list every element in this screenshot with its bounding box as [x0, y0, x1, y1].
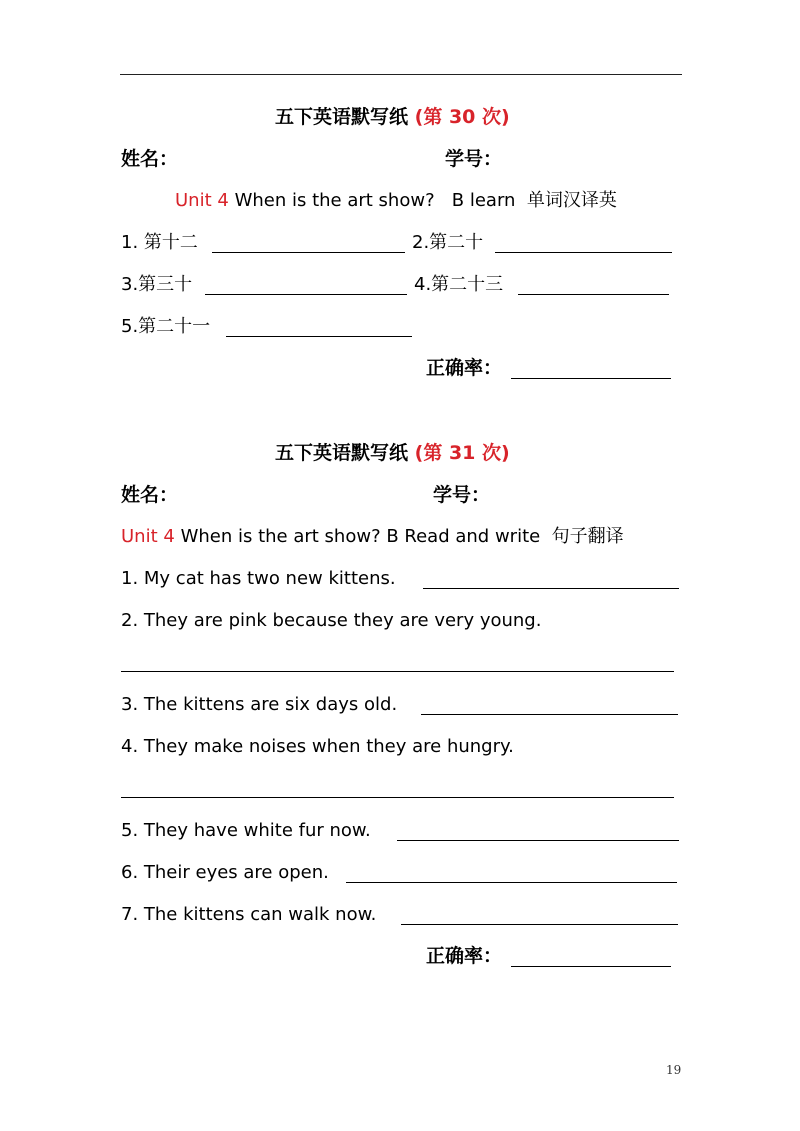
worksheet-title-count: (第 30 次)	[414, 106, 510, 128]
student-id-label: 学号：	[433, 484, 491, 506]
vocab-item-5	[121, 318, 210, 336]
sentence-1: 1. My cat has two new kittens.	[121, 568, 396, 589]
answer-blank[interactable]	[397, 840, 679, 841]
vocab-prompt: 4.第二十三	[414, 274, 504, 295]
unit-label: Unit 4	[175, 190, 229, 211]
answer-blank[interactable]	[518, 294, 669, 295]
vocab-prompt: 2.第二十	[412, 232, 484, 253]
vocab-prompt: 3.第三十	[121, 274, 193, 295]
vocab-item-3	[121, 276, 192, 294]
answer-blank[interactable]	[226, 336, 412, 337]
vocab-prompt: 5.第二十一	[121, 316, 211, 337]
unit-heading	[175, 192, 617, 210]
unit-heading-text: When is the art show? B learn 单词汉译英	[234, 190, 617, 211]
answer-blank[interactable]	[205, 294, 407, 295]
accuracy-blank[interactable]	[511, 966, 671, 967]
sentence-5: 5. They have white fur now.	[121, 820, 371, 841]
sentence-3: 3. The kittens are six days old.	[121, 694, 398, 715]
worksheet-title-text: 五下英语默写纸	[275, 106, 409, 128]
sentence-7: 7. The kittens can walk now.	[121, 904, 377, 925]
accuracy-blank[interactable]	[511, 378, 671, 379]
answer-blank[interactable]	[495, 252, 672, 253]
name-label: 姓名：	[121, 148, 179, 170]
student-id-label: 学号：	[445, 148, 503, 170]
answer-blank[interactable]	[121, 797, 674, 798]
unit-heading	[121, 528, 624, 546]
unit-heading-text: When is the art show? B Read and write 句子翻译	[180, 526, 624, 547]
worksheet-title-30	[275, 108, 510, 127]
worksheet-title-31	[275, 444, 510, 463]
answer-blank[interactable]	[346, 882, 677, 883]
sentence-2: 2. They are pink because they are very young.	[121, 610, 542, 631]
answer-blank[interactable]	[212, 252, 405, 253]
sentence-6: 6. Their eyes are open.	[121, 862, 329, 883]
accuracy-label: 正确率：	[426, 945, 503, 967]
worksheet-title-text: 五下英语默写纸	[275, 442, 409, 464]
answer-blank[interactable]	[421, 714, 678, 715]
vocab-item-2	[412, 234, 483, 252]
page-number: 19	[666, 1063, 682, 1077]
sentence-4: 4. They make noises when they are hungry.	[121, 736, 514, 757]
name-label: 姓名：	[121, 484, 179, 506]
worksheet-title-count: (第 31 次)	[414, 442, 510, 464]
header-rule	[120, 74, 682, 75]
vocab-prompt: 1. 第十二	[121, 232, 198, 253]
vocab-item-4	[414, 276, 503, 294]
answer-blank[interactable]	[401, 924, 678, 925]
unit-label: Unit 4	[121, 526, 175, 547]
vocab-item-1	[121, 234, 198, 252]
answer-blank[interactable]	[121, 671, 674, 672]
accuracy-label: 正确率：	[426, 357, 503, 379]
answer-blank[interactable]	[423, 588, 679, 589]
